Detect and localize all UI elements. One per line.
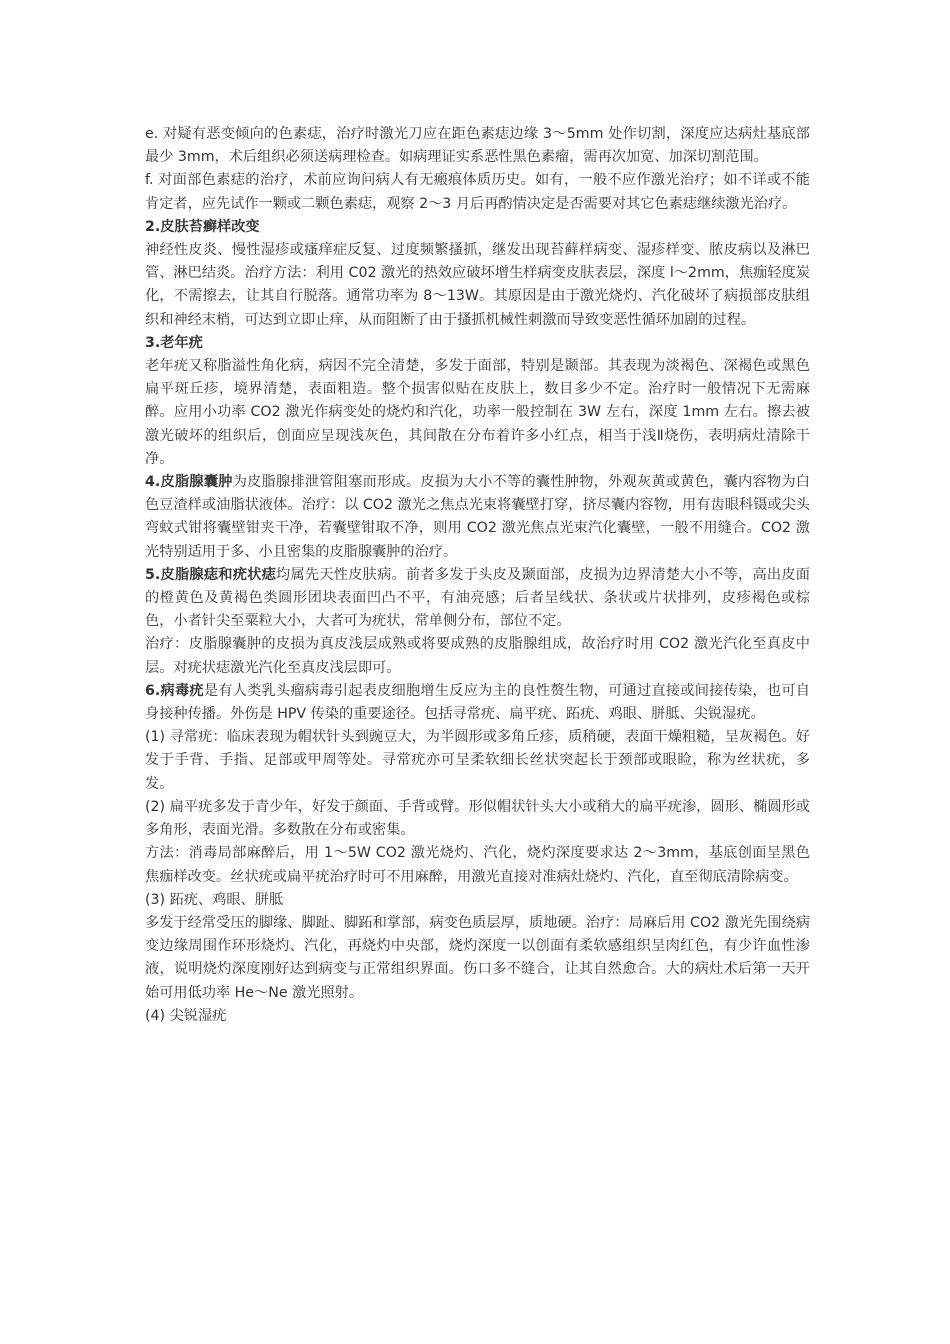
paragraph-section-6 (145, 680, 810, 726)
section-heading-6: 6.病毒疣 (145, 682, 204, 699)
paragraph-condyloma-title: (4) 尖锐湿疣 (145, 1007, 227, 1024)
section-heading-2: 2.皮肤苔癣样改变 (145, 218, 260, 235)
paragraph-f: f. 对面部色素痣的治疗，术前应询问病人有无瘢痕体质历史。如有，一般不应作激光治疗；如不详或不能肯定者，应先试作一颗或二颗色素痣，观察 2～3 月后再酌情决定是否需要对其它色素痣继续激光治疗。 (145, 172, 810, 212)
paragraph-section-5-treatment: 治疗：皮脂腺囊肿的皮损为真皮浅层成熟或将要成熟的皮脂腺组成，故治疗时用 CO2 激光汽化至真皮中层。对疣状痣激光汽化至真皮浅层即可。 (145, 636, 810, 676)
paragraph-section-4 (145, 471, 810, 564)
paragraph-flat-wart: (2) 扁平疣多发于青少年，好发于颜面、手背或臂。形似帽状针头大小或稍大的扁平疣渗，圆形、椭圆形或多角形，表面光滑。多数散在分布或密集。 (145, 798, 810, 839)
paragraph-common-wart: (1) 寻常疣：临床表现为帽状针头到豌豆大，为半圆形或多角丘疹，质稍硬，表面干燥粗糙，呈灰褐色。好发于手背、手指、足部或甲周等处。寻常疣亦可呈柔软细长丝状突起长于颈部或眼睑，称为丝状疣，多发。 (145, 729, 810, 792)
document-page (145, 123, 810, 1028)
paragraph-section-3: 老年疣又称脂溢性角化病，病因不完全清楚，多发于面部，特别是颞部。其表现为淡褐色、深褐色或黑色扁平斑丘疹，境界清楚，表面粗造。整个损害似贴在皮肤上，数目多少不定。治疗时一般情况下无需麻醉。应用小功率 CO2 激光作病变处的烧灼和汽化，功率一般控制在 3W 左右，深度 1mm 左右。擦去被激光破坏的组织后，创面应呈现浅灰色，其间散在分布着许多小红点，相当于浅Ⅱ烧伤，表明病灶清除干净。 (145, 358, 810, 467)
section-6-body: 是有人类乳头瘤病毒引起表皮细胞增生反应为主的良性赘生物，可通过直接或间接传染，也可自身接种传播。外伤是 HPV 传染的重要途径。包括寻常疣、扁平疣、跖疣、鸡眼、胼胝、尖锐湿疣。 (145, 682, 810, 723)
paragraph-section-5 (145, 564, 810, 634)
paragraph-section-2: 神经性皮炎、慢性湿疹或瘙痒症反复、过度频繁搔抓，继发出现苔藓样病变、湿疹样变、脓皮病以及淋巴管、淋巴结炎。治疗方法：利用 C02 激光的热效应破坏增生样病变皮肤表层，深度 l～2mm，焦痂轻度炭化，不需擦去，让其自行脱落。通常功率为 8～13W。其原因是由于激光烧灼、汽化破坏了病损部皮肤组织和神经末梢，可达到立即止痒，从而阻断了由于搔抓机械性刺激而导致变恶性循环加剧的过程。 (145, 242, 810, 328)
paragraph-wart-method: 方法：消毒局部麻醉后，用 1～5W CO2 激光烧灼、汽化，烧灼深度要求达 2～3mm，基底创面呈黑色焦痂样改变。丝状疣或扁平疣治疗时可不用麻醉，用激光直接对准病灶烧灼、汽化，直至彻底清除病变。 (145, 845, 810, 885)
section-heading-5: 5.皮脂腺痣和疣状痣 (145, 566, 277, 583)
section-heading-4: 4.皮脂腺囊肿 (145, 474, 233, 491)
section-4-body: 为皮脂腺排泄管阻塞而形成。皮损为大小不等的囊性肿物，外观灰黄或黄色，囊内容物为白色豆渣样或油脂状液体。治疗：以 CO2 激光之焦点光束将囊壁打穿，挤尽囊内容物，用有齿眼科镊或尖头弯蚊式钳将囊壁钳夹干净，若囊壁钳取不净，则用 CO2 激光焦点光束汽化囊壁，一般不用缝合。CO2 激光特别适用于多、小且密集的皮脂腺囊肿的治疗。 (145, 474, 810, 560)
section-heading-3: 3.老年疣 (145, 334, 203, 351)
paragraph-plantar-wart: 多发于经常受压的脚缘、脚趾、脚跖和掌部，病变色质层厚，质地硬。治疗：局麻后用 CO2 激光先围绕病变边缘周围作环形烧灼、汽化，再烧灼中央部，烧灼深度一以创面有柔软感组织呈肉红色，有少许血性渗液，说明烧灼深度刚好达到病变与正常组织界面。伤口多不缝合，让其自然愈合。大的病灶术后第一天开始可用低功率 He～Ne 激光照射。 (145, 914, 810, 1001)
paragraph-e: e. 对疑有恶变倾向的色素痣，治疗时激光刀应在距色素痣边缘 3～5mm 处作切割，深度应达病灶基底部最少 3mm，术后组织必须送病理检查。如病理证实系恶性黑色素瘤，需再次加宽、加深切割范围。 (145, 126, 810, 166)
section-5-body: 均属先天性皮肤病。前者多发于头皮及颞面部，皮损为边界清楚大小不等，高出皮面的橙黄色及黄褐色类圆形团块表面凹凸不平，有油亮感；后者呈线状、条状或片状排列，皮疹褐色或棕色，小者针尖至粟粒大小，大者可为疣状，常单侧分布，部位不定。 (145, 566, 810, 630)
paragraph-plantar-wart-title: (3) 跖疣、鸡眼、胼胝 (145, 891, 284, 908)
